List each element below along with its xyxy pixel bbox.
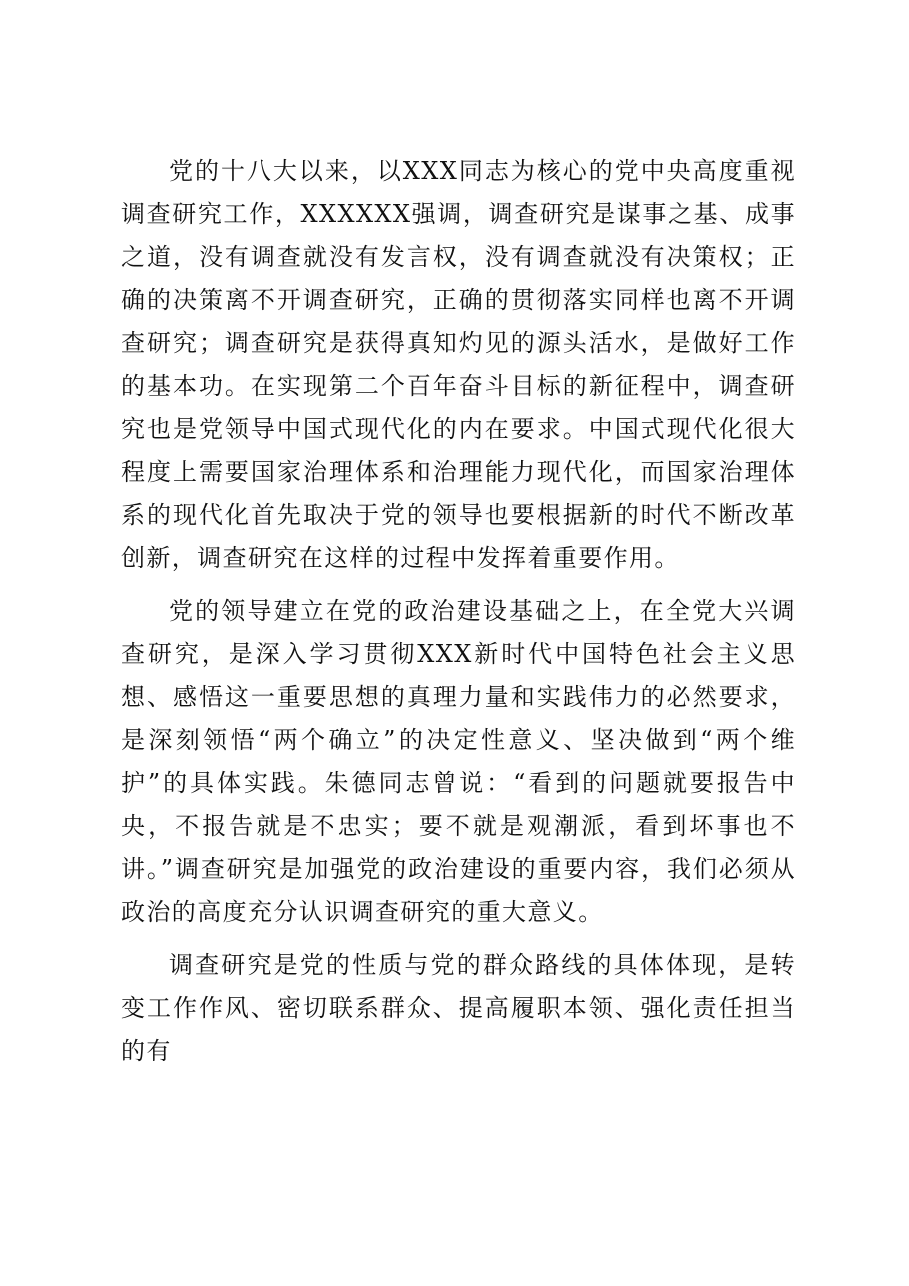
paragraph-3: 调查研究是党的性质与党的群众路线的具体体现，是转变工作作风、密切联系群众、提高履职本领、强化责任担当的有 xyxy=(121,951,796,1065)
document-body xyxy=(121,150,796,1083)
paragraph-1: 党的十八大以来，以XXX同志为核心的党中央高度重视调查研究工作，XXXXXX强调，调查研究是谋事之基、成事之道，没有调查就没有发言权，没有调查就没有决策权；正确的决策离不开调查研究，正确的贯彻落实同样也离不开调查研究；调查研究是获得真知灼见的源头活水，是做好工作的基本功。在实现第二个百年奋斗目标的新征程中，调查研究也是党领导中国式现代化的内在要求。中国式现代化很大程度上需要国家治理体系和治理能力现代化，而国家治理体系的现代化首先取决于党的领导也要根据新的时代不断改革创新，调查研究在这样的过程中发挥着重要作用。 xyxy=(121,157,796,572)
paragraph-2: 党的领导建立在党的政治建设基础之上，在全党大兴调查研究，是深入学习贯彻XXX新时代中国特色社会主义思想、感悟这一重要思想的真理力量和实践伟力的必然要求，是深刻领悟“两个确立”的决定性意义、坚决做到“两个维护”的具体实践。朱德同志曾说：“看到的问题就要报告中央，不报告就是不忠实；要不就是观潮派，看到坏事也不讲。”调查研究是加强党的政治建设的重要内容，我们必须从政治的高度充分认识调查研究的重大意义。 xyxy=(121,597,796,926)
